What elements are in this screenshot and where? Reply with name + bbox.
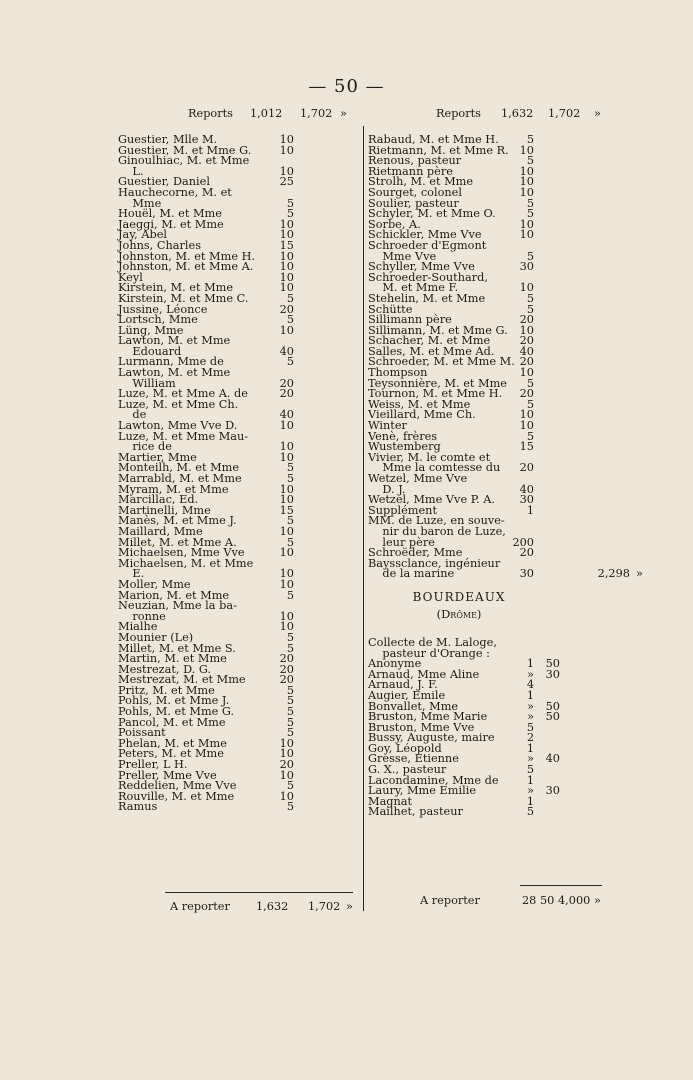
entry-name: Luze, M. et Mme A. de [118,387,248,401]
entry-name: Schroeder d'Egmont [368,238,487,252]
entry-name: William [118,376,176,390]
entry-amount: 25 [279,175,294,189]
list-item [118,632,358,643]
entry-name: Bussy, Auguste, maire [368,731,495,745]
entry-amount: 5 [286,630,294,644]
entry-amount: 10 [279,133,294,146]
entry-amount: 5 [286,291,294,305]
list-item [368,526,608,537]
entry-name: Michaelsen, M. et Mme [118,556,254,570]
entry-amount: 20 [279,758,294,772]
entry-amount: 5 [526,291,534,305]
entry-name: Goy, Léopold [368,741,442,755]
right-carry-mark: » [594,894,601,907]
left-reports-mark: » [340,107,347,120]
entry-name: M. et Mme F. [368,281,459,295]
entry-name: Bayssclance, ingénieur [368,556,501,570]
entry-name: Rietmann, M. et Mme R. [368,143,509,157]
entry-amount: 10 [519,228,534,242]
entry-name: Guestier, Mlle M. [118,133,218,146]
entry-name: Pohls, M. et Mme J. [118,694,230,708]
entry-amount: 10 [279,228,294,242]
entry-amount: 5 [526,376,534,390]
entry-amount: 20 [519,546,534,560]
entry-name: Preller, Mme Vve [118,768,217,782]
entry-amount: 5 [286,588,294,602]
entry-name: Marcillac, Ed. [118,493,199,507]
entry-amount: 20 [519,313,534,327]
entry-amount: 10 [279,567,294,581]
entry-amount: 10 [519,164,534,178]
entry-name: Guestier, Daniel [118,175,210,189]
left-carry-line [170,900,360,914]
entry-name: Guestier, M. et Mme G. [118,143,252,157]
entry-name: Ginoulhiac, M. et Mme [118,154,250,168]
entry-name: Kirstein, M. et Mme [118,281,234,295]
entry-name: Marion, M. et Mme [118,588,230,602]
entry-name: Mailhet, pasteur [368,805,463,819]
right-total-rule [520,885,602,886]
entry-amount: 5 [526,429,534,443]
entry-amount: 40 [279,344,294,358]
entry-name: Poissant [118,726,166,740]
list-item [118,261,358,272]
entry-amount: 10 [279,164,294,178]
entry-name: Ramus [118,800,158,814]
list-item [118,558,358,569]
entry-name: Winter [368,419,407,433]
entry-amount: 5 [526,763,534,777]
list-item [368,293,608,304]
entry-name: Lortsch, Mme [118,313,198,327]
entry-name: Jay, Abel [118,228,168,242]
right-carry-v1c: 50 [540,894,555,907]
entry-name: E. [118,567,145,581]
entry-name: Moller, Mme [118,577,191,591]
entry-name: Bruston, Mme Vve [368,720,475,734]
left-column [118,108,358,812]
entry-name: Mme Vve [368,249,437,263]
entry-name: Stehelin, M. et Mme [368,291,486,305]
entry-name: L. [118,164,144,178]
entry-amount: 10 [279,768,294,782]
left-carry-v2: 1,702 [308,900,341,913]
entry-amount: 5 [526,249,534,263]
list-item [368,567,643,581]
entry-amount: 10 [519,175,534,189]
entry-name: Supplément [368,503,437,517]
entry-name: Schroeder, M. et Mme M. [368,355,515,369]
list-item [118,155,358,166]
entry-amount: 10 [279,789,294,803]
entry-amount: 5 [286,726,294,740]
entry-amount: 10 [279,419,294,433]
entry-name: Lacondamine, Mme de [368,773,499,787]
left-reports-v2: 1,702 [300,107,333,120]
entry-amount: 10 [279,493,294,507]
entry-name: Mme la comtesse du [368,461,501,475]
list-item [118,473,358,484]
entry-name: Lawton, Mme Vve D. [118,419,238,433]
entry-name: Mialhe [118,620,158,634]
entry-amount: 5 [526,154,534,168]
entry-amount: 10 [279,620,294,634]
right-carry-v1: 28 [522,894,537,907]
entry-amount: 30 [519,567,534,581]
entry-name: Jaeggi, M. et Mme [118,217,224,231]
entry-amount: 5 [286,313,294,327]
entry-name: Jussine, Léonce [118,302,208,316]
entry-name: Luze, M. et Mme Ch. [118,397,239,411]
right-reports-mark: » [594,107,601,120]
entry-name: MM. de Luze, en souve- [368,514,505,528]
entry-name: Neuzian, Mme la ba- [118,599,237,613]
entry-name: Pritz, M. et Mme [118,683,215,697]
entry-amount: 5 [526,133,534,146]
entry-name: Mestrezat, D. G. [118,662,212,676]
entry-name: Sillimann, M. et Mme G. [368,323,508,337]
entry-amount: 5 [286,641,294,655]
entry-amount: 10 [279,260,294,274]
entry-name: Schroeder-Southard, [368,270,488,284]
entry-name: Schyller, Mme Vve [368,260,475,274]
entry-name: Mestrezat, M. et Mme [118,673,246,687]
list-item [118,399,358,410]
entry-amount: 10 [279,736,294,750]
left-reports-line [118,108,358,134]
entry-amount: 10 [279,281,294,295]
entry-amount: 10 [279,249,294,263]
list-item [368,240,608,251]
entry-amount: 20 [279,387,294,401]
list-item [118,187,358,198]
entry-name: Thompson [368,366,428,380]
entry-name: Houël, M. et Mme [118,207,222,221]
entry-cents: 30 [545,667,560,681]
page-number: — 50 — [308,76,385,97]
entry-cents: 50 [545,699,560,713]
entry-amount: 5 [286,683,294,697]
list-item [368,187,608,198]
entry-amount: 10 [519,323,534,337]
entry-amount: 10 [519,143,534,157]
entry-amount: 10 [279,747,294,761]
entry-amount: 5 [286,355,294,369]
entry-amount: 40 [519,482,534,496]
entry-name: Lawton, M. et Mme [118,334,231,348]
entry-name: Strolh, M. et Mme [368,175,474,189]
entry-name: Lüng, Mme [118,323,184,337]
entry-name: Wetzel, Mme Vve P. A. [368,493,495,507]
entry-name: Gresse, Etienne [368,752,459,766]
entry-name: Johns, Charles [118,238,202,252]
entry-amount: 5 [526,196,534,210]
entry-amount: 10 [279,270,294,284]
entry-amount: 10 [519,185,534,199]
entry-name: Weiss, M. et Mme [368,397,471,411]
entry-amount: 5 [286,694,294,708]
entry-name: Millet, M. et Mme S. [118,641,236,655]
right-column [368,107,643,819]
entry-name: Salles, M. et Mme Ad. [368,344,495,358]
entry-name: Sourget, colonel [368,185,462,199]
entry-name: Peters, M. et Mme [118,747,224,761]
entry-name: Schickler, Mme Vve [368,228,482,242]
entry-amount: » [527,667,534,681]
entry-amount: 10 [279,450,294,464]
entry-name: pasteur d'Orange : [368,646,490,660]
entry-amount: 20 [519,387,534,401]
entry-amount: 10 [279,609,294,623]
entry-name: Manès, M. et Mme J. [118,514,237,528]
entry-name: Johnston, M. et Mme H. [118,249,256,263]
list-item [368,134,608,145]
entry-name: Monteilh, M. et Mme [118,461,240,475]
entry-name: Magnat [368,794,413,808]
entry-name: Wetzel, Mme Vve [368,472,468,485]
entry-cents: 40 [545,752,560,766]
entry-amount: 5 [526,397,534,411]
entry-amount: 5 [286,779,294,793]
entry-name: Hauchecorne, M. et [118,185,232,199]
entry-name: Maillard, Mme [118,524,203,538]
left-entry-list [118,134,358,812]
entry-name: Johnston, M. et Mme A. [118,260,254,274]
entry-name: Phelan, M. et Mme [118,736,227,750]
entry-name: ronne [118,609,166,623]
entry-name: Wustemberg [368,440,441,454]
entry-name: Laury, Mme Emilie [368,784,477,798]
entry-name: Schyler, M. et Mme O. [368,207,496,221]
entry-name: Sillimann père [368,313,452,327]
entry-name: G. X., pasteur [368,763,447,777]
entry-amount: 10 [279,440,294,454]
entry-amount: 20 [519,461,534,475]
right-carry-label: A reporter [420,894,480,907]
entry-amount: 5 [526,207,534,221]
entry-name: leur père [368,535,435,549]
section-entry-list [368,637,608,817]
entry-amount: 5 [526,720,534,734]
entry-amount: 20 [519,334,534,348]
entry-amount: 10 [279,482,294,496]
left-carry-label: A reporter [170,900,230,913]
entry-amount: 5 [526,302,534,316]
entry-amount: 10 [279,546,294,560]
entry-total: 2,298 [597,567,630,581]
entry-amount: 20 [279,376,294,390]
entry-name: Schacher, M. et Mme [368,334,491,348]
entry-amount: 10 [279,323,294,337]
entry-amount: 1 [526,657,534,671]
entry-amount: 1 [526,794,534,808]
entry-name: Augier, Emile [368,688,446,702]
entry-name: Soulier, pasteur [368,196,459,210]
entry-amount: » [527,752,534,766]
list-item [118,801,358,812]
entry-name: Michaelsen, Mme Vve [118,546,245,560]
entry-amount: 20 [279,662,294,676]
entry-total-mark: » [636,567,643,581]
list-item [118,526,358,537]
right-reports-label: Reports [436,107,481,120]
entry-amount: 10 [519,419,534,433]
entry-amount: 1 [526,503,534,517]
entry-name: Bonvallet, Mme [368,699,459,713]
left-reports-label: Reports [188,107,233,120]
entry-name: Myram, M. et Mme [118,482,229,496]
entry-amount: 10 [279,217,294,231]
list-item [118,240,358,251]
entry-name: rice de [118,440,172,454]
entry-amount: 10 [519,366,534,380]
entry-amount: » [527,784,534,798]
entry-name: de la marine [368,567,455,581]
entry-name: Rouville, M. et Mme [118,789,235,803]
entry-amount: 15 [279,503,294,517]
right-carry-line [420,894,610,908]
entry-amount: 10 [519,281,534,295]
entry-amount: 30 [519,260,534,274]
entry-amount: 1 [526,688,534,702]
entry-name: Teysonnière, M. et Mme [368,376,507,390]
entry-name: Tournon, M. et Mme H. [368,387,503,401]
list-item [118,134,358,145]
entry-amount: 10 [519,217,534,231]
entry-amount: 10 [279,524,294,538]
entry-amount: 200 [512,535,534,549]
entry-name: Mounier (Le) [118,630,194,644]
column-divider [363,126,364,911]
list-item [368,637,608,648]
entry-name: D. J. [368,482,406,496]
entry-name: Luze, M. et Mme Mau- [118,429,249,443]
entry-name: Millet, M. et Mme A. [118,535,237,549]
right-reports-line [368,108,608,134]
entry-name: Keyl [118,270,143,284]
entry-cents: 50 [545,710,560,724]
entry-name: Renous, pasteur [368,154,462,168]
entry-amount: 10 [279,577,294,591]
entry-amount: » [527,710,534,724]
entry-name: Mme [118,196,162,210]
entry-name: Pancol, M. et Mme [118,715,226,729]
entry-cents: 30 [545,784,560,798]
entry-amount: 5 [286,461,294,475]
right-entry-list [368,133,643,581]
entry-name: Kirstein, M. et Mme C. [118,291,249,305]
list-item [118,293,358,304]
entry-name: Vivier, M. le comte et [368,450,491,464]
right-carry-v2: 4,000 [558,894,591,907]
entry-name: Sorbe, A. [368,217,421,231]
entry-amount: 20 [279,673,294,687]
entry-name: Preller, L H. [118,758,188,772]
right-reports-v1: 1,632 [501,107,534,120]
entry-amount: 30 [519,493,534,507]
entry-name: Rabaud, M. et Mme H. [368,133,499,146]
entry-name: de [118,408,147,422]
entry-name: Collecte de M. Laloge, [368,635,497,649]
entry-amount: 1 [526,741,534,755]
entry-amount: 5 [286,514,294,528]
entry-amount: 5 [286,207,294,221]
entry-name: Schütte [368,302,413,316]
entry-name: Arnaud, J. F. [368,678,438,692]
section-subheading: (Drôme) [436,606,482,621]
entry-name: Reddelien, Mme Vve [118,779,237,793]
entry-name: nir du baron de Luze, [368,524,506,538]
entry-name: Arnaud, Mme Aline [368,667,480,681]
entry-amount: 5 [286,196,294,210]
entry-name: Lurmann, Mme de [118,355,224,369]
entry-name: Schroëder, Mme [368,546,463,560]
entry-amount: 5 [286,472,294,485]
left-total-rule [165,892,353,893]
entry-amount: 5 [286,535,294,549]
entry-amount: 20 [279,652,294,666]
left-reports-v1: 1,012 [250,107,283,120]
list-item [368,473,608,484]
entry-amount: 10 [519,408,534,422]
left-carry-mark: » [346,900,353,913]
entry-amount: 4 [526,678,534,692]
entry-name: Martinelli, Mme [118,503,211,517]
entry-name: Martin, M. et Mme [118,652,227,666]
entry-name: Venè, frères [368,429,438,443]
list-item [368,806,608,817]
entry-amount: 5 [286,715,294,729]
entry-amount: » [527,699,534,713]
entry-name: Martier, Mme [118,450,197,464]
entry-amount: 20 [279,302,294,316]
entry-name: Rietmann père [368,164,453,178]
entry-amount: 40 [519,344,534,358]
entry-amount: 1 [526,773,534,787]
entry-amount: 15 [279,238,294,252]
entry-amount: 20 [519,355,534,369]
entry-name: Lawton, M. et Mme [118,366,231,380]
entry-amount: 15 [519,440,534,454]
entry-name: Edouard [118,344,182,358]
entry-name: Marrabld, M. et Mme [118,472,242,485]
entry-amount: 40 [279,408,294,422]
entry-amount: 5 [286,705,294,719]
entry-amount: 2 [526,731,534,745]
right-reports-v2: 1,702 [548,107,581,120]
entry-name: Vieillard, Mme Ch. [368,408,476,422]
entry-amount: 10 [279,143,294,157]
entry-name: Anonyme [368,657,422,671]
entry-name: Pohls, M. et Mme G. [118,705,235,719]
left-carry-v1: 1,632 [256,900,289,913]
entry-name: Bruston, Mme Marie [368,710,488,724]
entry-cents: 50 [545,657,560,671]
entry-amount: 5 [526,805,534,819]
list-item [368,690,608,701]
list-item [118,579,358,590]
entry-amount: 5 [286,800,294,814]
section-heading: BOURDEAUX [412,589,506,604]
